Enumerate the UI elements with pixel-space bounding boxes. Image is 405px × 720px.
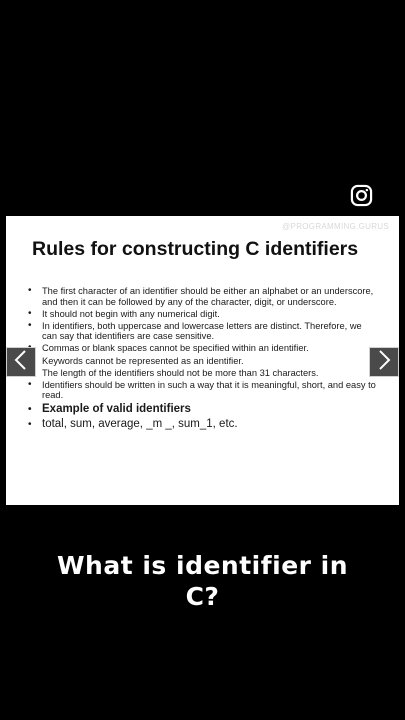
next-button[interactable]: [369, 347, 399, 377]
rule-item: • It should not begin with any numerical digit.: [28, 309, 378, 320]
examples-heading: • Example of valid identifiers: [28, 403, 378, 416]
rule-item: • In identifiers, both uppercase and lowercase letters are distinct. Therefore, we can say that identifiers are case sensitive.: [28, 321, 378, 342]
rule-item: • Commas or blank spaces cannot be specified within an identifier.: [28, 343, 378, 354]
slide-title: Rules for constructing C identifiers: [32, 238, 359, 260]
chevron-right-icon: [376, 349, 392, 375]
caption-line-2: C?: [185, 582, 220, 611]
instagram-icon[interactable]: [350, 184, 373, 207]
slide-image: [6, 216, 399, 505]
chevron-left-icon: [13, 349, 29, 375]
rule-item: • The first character of an identifier should be either an alphabet or an underscore, and then it can be followed by any of the character, digit, or underscore.: [28, 286, 378, 307]
previous-button[interactable]: [6, 347, 36, 377]
caption-line-1: What is identifier in: [56, 551, 349, 580]
rule-item: • Keywords cannot be represented as an identifier.: [28, 356, 378, 367]
watermark: @PROGRAMMING.GURUS: [282, 222, 389, 231]
video-caption: [0, 550, 405, 612]
rule-item: • The length of the identifiers should not be more than 31 characters.: [28, 368, 378, 379]
examples-list: • total, sum, average, _m _, sum_1, etc.: [28, 418, 378, 431]
rule-item: • Identifiers should be written in such a way that it is meaningful, short, and easy to read.: [28, 380, 378, 401]
rules-list: [28, 286, 378, 432]
